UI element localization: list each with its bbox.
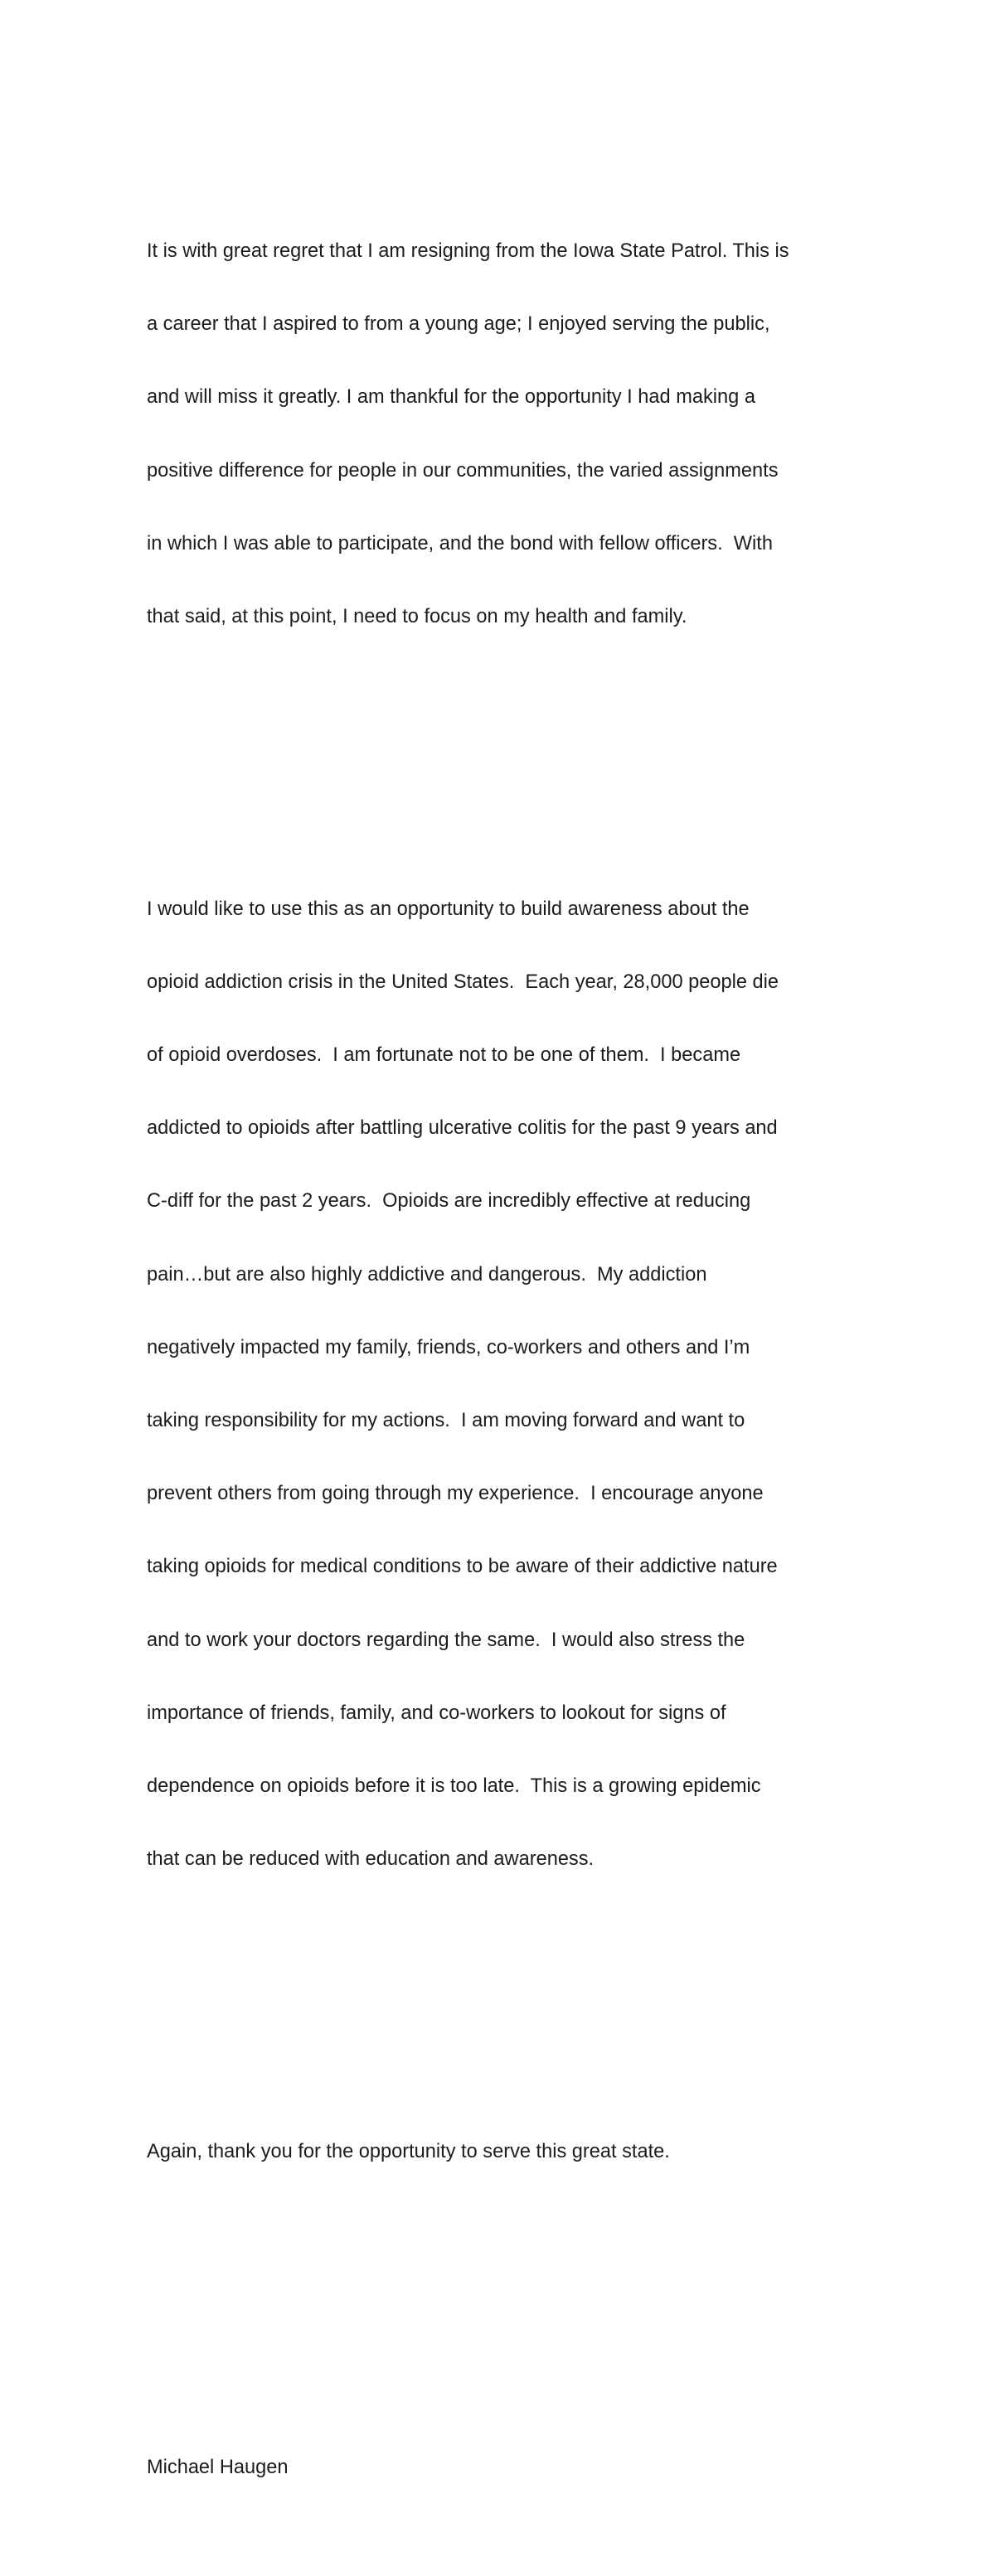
signature-name: Michael Haugen xyxy=(147,2457,289,2479)
text-line: addicted to opioids after battling ulcerative colitis for the past 9 years and xyxy=(147,1117,778,1140)
signature-block xyxy=(147,2407,893,2529)
text-line: negatively impacted my family, friends, co-workers and others and I’m xyxy=(147,1336,750,1358)
text-line: taking responsibility for my actions. I am moving forward and want to xyxy=(147,1409,745,1431)
paragraph-resignation xyxy=(147,191,893,678)
text-line: importance of friends, family, and co-workers to lookout for signs of xyxy=(147,1702,726,1724)
text-line: in which I was able to participate, and the bond with fellow officers. With xyxy=(147,532,773,554)
paragraph-opioid-awareness xyxy=(147,849,893,1921)
text-line: prevent others from going through my experience. I encourage anyone xyxy=(147,1483,764,1505)
text-line: dependence on opioids before it is too late. This is a growing epidemic xyxy=(147,1775,761,1797)
text-line: and will miss it greatly. I am thankful for the opportunity I had making a xyxy=(147,386,755,409)
text-line: opioid addiction crisis in the United States. Each year, 28,000 people die xyxy=(147,971,779,993)
text-line: and to work your doctors regarding the same. I would also stress the xyxy=(147,1629,745,1651)
text-line: taking opioids for medical conditions to be aware of their addictive nature xyxy=(147,1556,778,1578)
paragraph-spacer xyxy=(147,2286,893,2334)
text-line: positive difference for people in our communities, the varied assignments xyxy=(147,459,779,482)
text-line: a career that I aspired to from a young age; I enjoyed serving the public, xyxy=(147,313,770,336)
text-line: I would like to use this as an opportunity to build awareness about the xyxy=(147,898,750,920)
paragraph-closing xyxy=(147,2091,893,2213)
text-line: that can be reduced with education and awareness. xyxy=(147,1848,595,1871)
text-line: pain…but are also highly addictive and dangerous. My addiction xyxy=(147,1263,707,1286)
text-line: C-diff for the past 2 years. Opioids are incredibly effective at reducing xyxy=(147,1190,751,1213)
resignation-letter xyxy=(147,118,893,2576)
text-line: that said, at this point, I need to focus on my health and family. xyxy=(147,606,687,628)
text-line: Again, thank you for the opportunity to serve this great state. xyxy=(147,2140,670,2162)
text-line: It is with great regret that I am resigning from the Iowa State Patrol. This is xyxy=(147,240,789,263)
paragraph-spacer xyxy=(147,1994,893,2018)
paragraph-spacer xyxy=(147,751,893,775)
text-line: of opioid overdoses. I am fortunate not to be one of them. I became xyxy=(147,1043,741,1066)
